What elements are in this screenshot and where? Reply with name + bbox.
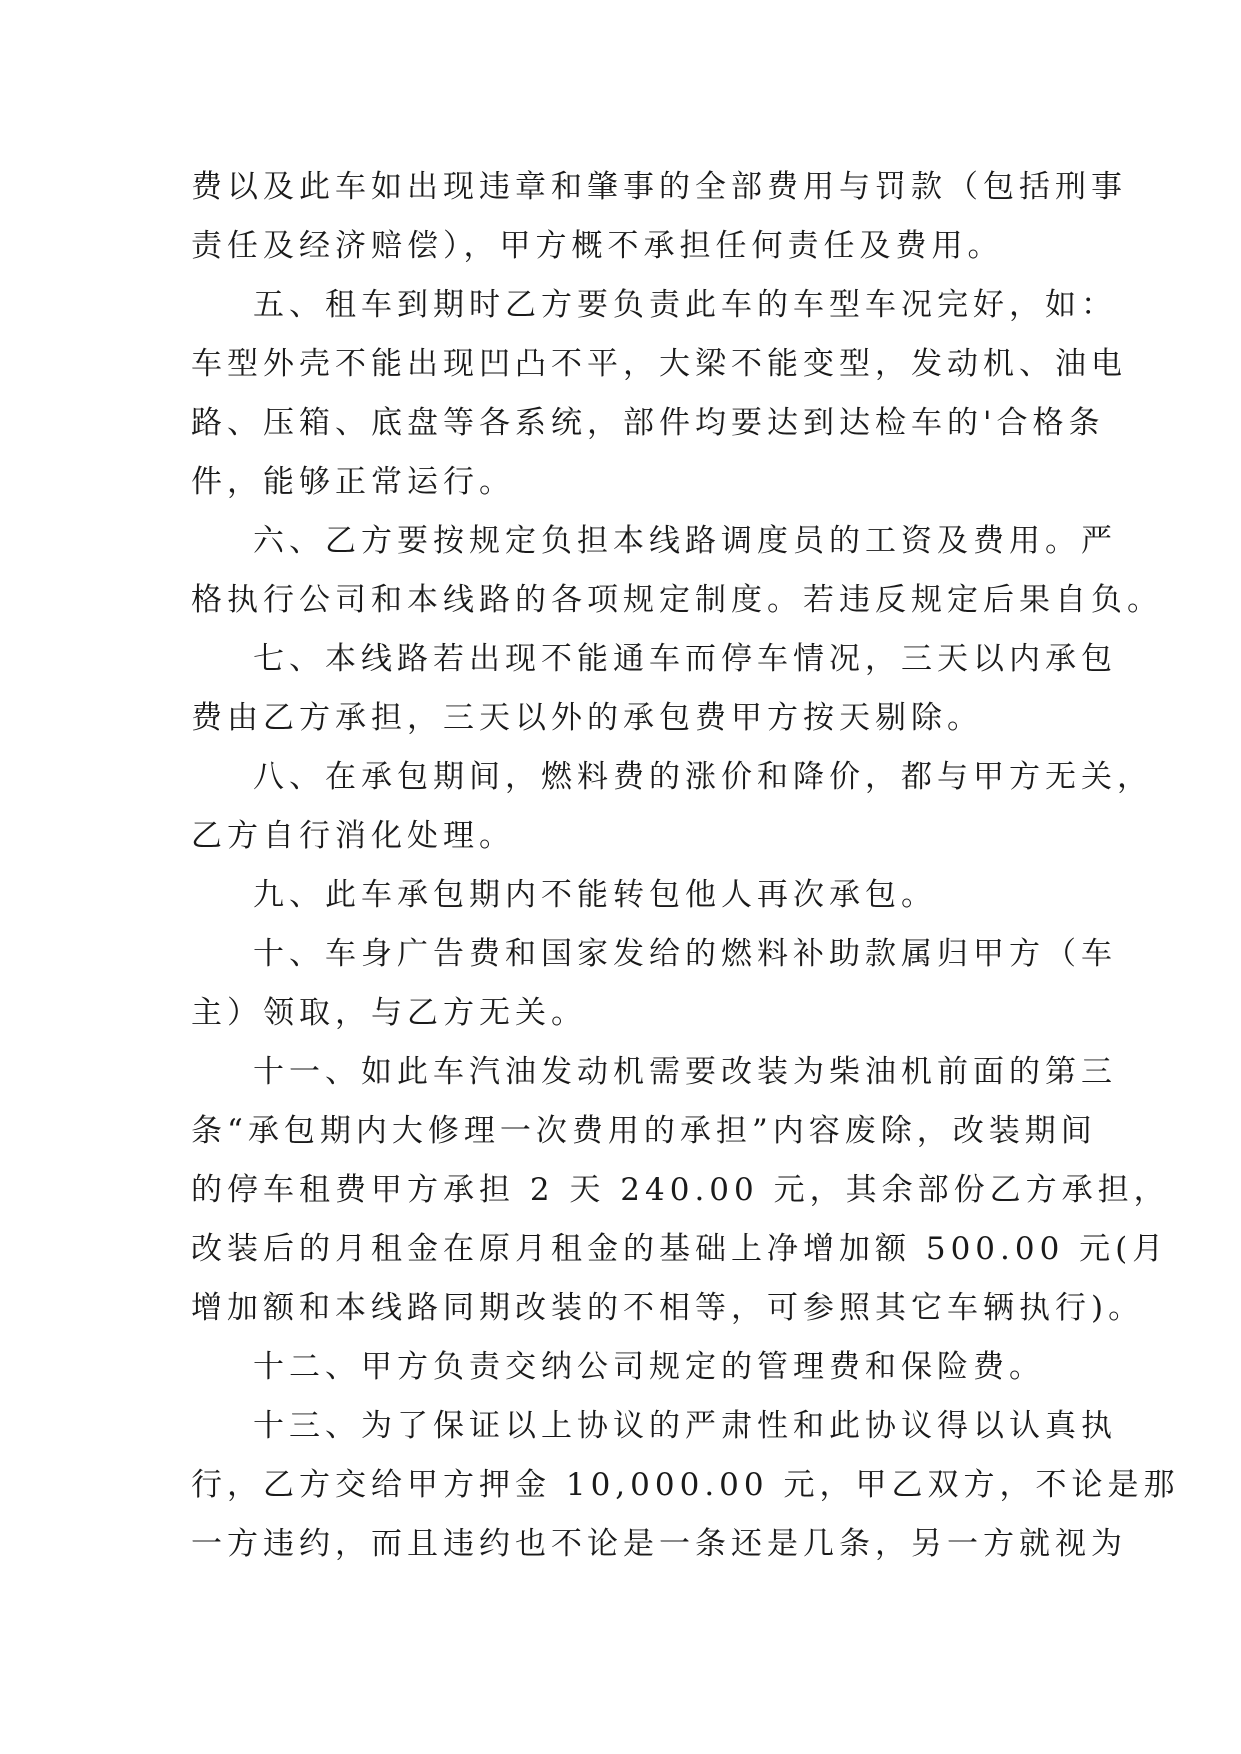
document-body (191, 158, 1180, 1574)
text-line: 条“承包期内大修理一次费用的承担”内容废除，改装期间 (191, 1113, 1097, 1149)
text-line: 十一、如此车汽油发动机需要改装为柴油机前面的第三 (253, 1054, 1117, 1090)
text-line: 车型外壳不能出现凹凸不平，大梁不能变型，发动机、油电 (191, 346, 1127, 382)
text-line: 七、本线路若出现不能通车而停车情况，三天以内承包 (253, 641, 1117, 677)
text-line: 主）领取，与乙方无关。 (191, 995, 587, 1031)
text-line: 行，乙方交给甲方押金 10,000.00 元，甲乙双方，不论是那 (191, 1467, 1180, 1503)
paragraph-9 (191, 866, 1071, 925)
text-line: 乙方自行消化处理。 (191, 818, 515, 854)
text-line: 十二、甲方负责交纳公司规定的管理费和保险费。 (253, 1349, 1045, 1385)
paragraph-7 (191, 630, 1117, 748)
paragraph-4-continued (191, 158, 1127, 276)
text-line: 五、租车到期时乙方要负责此车的车型车况完好，如： (253, 287, 1117, 323)
text-line: 费由乙方承担，三天以外的承包费甲方按天剔除。 (191, 700, 983, 736)
paragraph-12 (191, 1338, 1071, 1397)
text-line: 八、在承包期间，燃料费的涨价和降价，都与甲方无关， (253, 759, 1153, 795)
paragraph-13 (191, 1397, 1180, 1574)
text-line: 十、车身广告费和国家发给的燃料补助款属归甲方（车 (253, 936, 1117, 972)
text-line: 件，能够正常运行。 (191, 464, 515, 500)
text-line: 格执行公司和本线路的各项规定制度。若违反规定后果自负。 (191, 582, 1163, 618)
text-line: 增加额和本线路同期改装的不相等，可参照其它车辆执行)。 (191, 1290, 1145, 1326)
text-line: 六、乙方要按规定负担本线路调度员的工资及费用。严 (253, 523, 1117, 559)
text-line: 十三、为了保证以上协议的严肃性和此协议得以认真执 (253, 1408, 1117, 1444)
text-line: 改装后的月租金在原月租金的基础上净增加额 500.00 元(月 (191, 1231, 1169, 1267)
paragraph-6 (191, 512, 1163, 630)
text-line: 路、压箱、底盘等各系统，部件均要达到达检车的'合格条 (191, 405, 1105, 441)
paragraph-11 (191, 1043, 1170, 1338)
paragraph-5 (191, 276, 1127, 512)
text-line: 的停车租费甲方承担 2 天 240.00 元，其余部份乙方承担， (191, 1172, 1170, 1208)
text-line: 责任及经济赔偿），甲方概不承担任何责任及费用。 (191, 228, 1004, 264)
paragraph-8 (191, 748, 1153, 866)
text-line: 费以及此车如出现违章和肇事的全部费用与罚款（包括刑事 (191, 169, 1127, 205)
text-line: 九、此车承包期内不能转包他人再次承包。 (253, 877, 937, 913)
text-line: 一方违约，而且违约也不论是一条还是几条，另一方就视为 (191, 1526, 1127, 1562)
paragraph-10 (191, 925, 1117, 1043)
